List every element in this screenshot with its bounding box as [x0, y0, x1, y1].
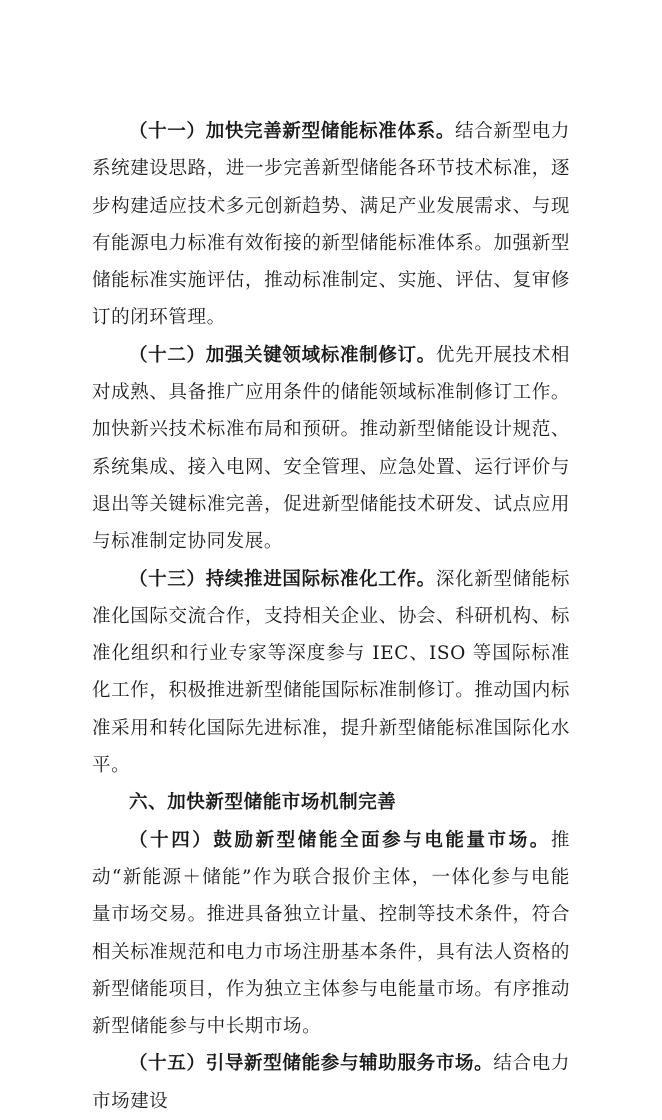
paragraph-15 — [92, 1045, 570, 1120]
section-heading: 六、加快新型储能市场机制完善 — [129, 792, 397, 814]
paragraph-15-lead: （十五）引导新型储能参与辅助服务市场。 — [129, 1053, 494, 1075]
paragraph-13 — [92, 561, 570, 785]
paragraph-13-body: 深化新型储能标准化国际交流合作，支持相关企业、协会、科研机构、标准化组织和行业专家等深度参与 IEC、ISO 等国际标准化工作，积极推进新型储能国际标准制修订。推动国内标准采用和转化国际先进标准，提升新型储能标准国际化水平。 — [92, 568, 571, 777]
paragraph-11 — [92, 113, 570, 337]
paragraph-11-lead: （十一）加快完善新型储能标准体系。 — [129, 121, 456, 142]
paragraph-14 — [92, 822, 570, 1046]
paragraph-12 — [92, 337, 570, 561]
paragraph-11-body: 结合新型电力系统建设思路，进一步完善新型储能各环节技术标准，逐步构建适应技术多元创新趋势、满足产业发展需求、与现有能源电力标准有效衔接的新型储能标准体系。加强新型储能标准实施评估，推动标准制定、实施、评估、复审修订的闭环管理。 — [92, 121, 570, 329]
paragraph-12-lead: （十二）加强关键领域标准制修订。 — [129, 344, 436, 366]
paragraph-14-lead: （十四）鼓励新型储能全面参与电能量市场。 — [129, 829, 551, 851]
paragraph-12-body: 优先开展技术相对成熟、具备推广应用条件的储能领域标准制修订工作。加快新兴技术标准布局和预研。推动新型储能设计规范、系统集成、接入电网、安全管理、应急处置、运行评价与退出等关键标准完善，促进新型储能技术研发、试点应用与标准制定协同发展。 — [92, 344, 571, 553]
paragraph-14-body: 推动“新能源＋储能”作为联合报价主体，一体化参与电能量市场交易。推进具备独立计量、控制等技术条件，符合相关标准规范和电力市场注册基本条件，具有法人资格的新型储能项目，作为独立主体参与电能量市场。有序推动新型储能参与中长期市场。 — [92, 829, 570, 1038]
paragraph-13-lead: （十三）持续推进国际标准化工作。 — [129, 568, 436, 590]
paragraph-15-body: 结合电力市场建设 — [92, 1053, 570, 1112]
